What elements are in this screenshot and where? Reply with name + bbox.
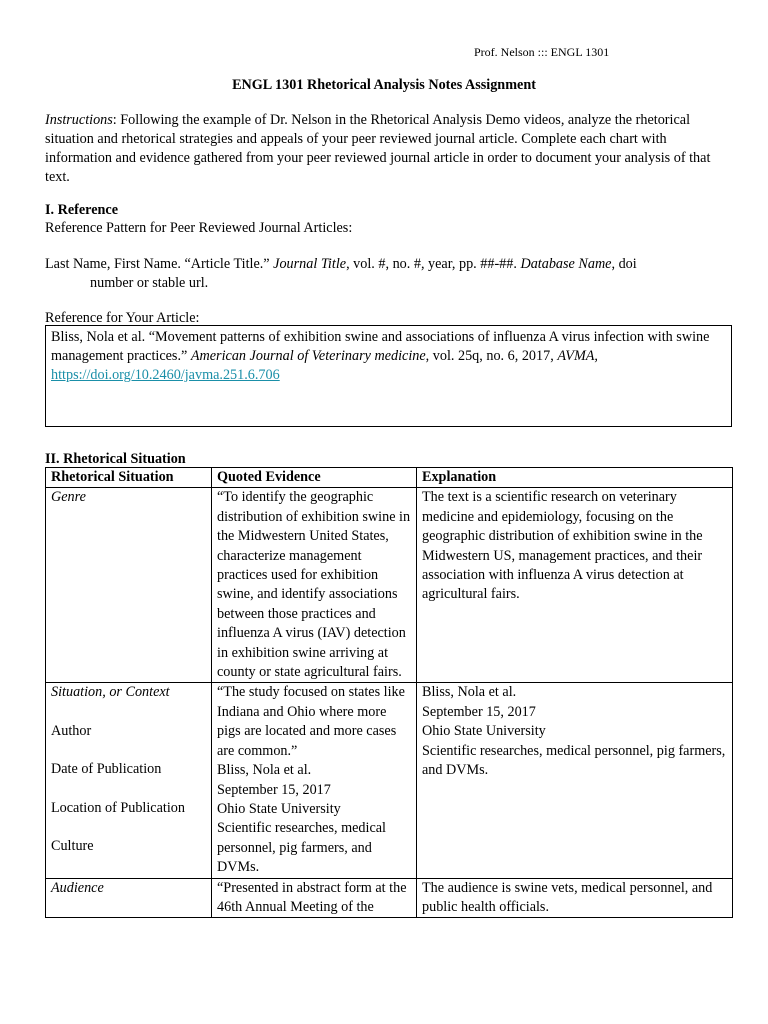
- context-explanation-cell[interactable]: [417, 683, 733, 878]
- genre-evidence-cell[interactable]: “To identify the geographic distribution of exhibition swine in the Midwestern United States, characterize management practices used for exhibition swine, and identify associations between those practices and influenza A virus (IAV) detection in exhibition swine arriving at county or state agricultural fairs.: [212, 488, 417, 683]
- table-row-context: [46, 683, 733, 878]
- pattern-doi: , doi: [611, 256, 637, 272]
- sublabel-date: Date of Publication: [51, 761, 162, 778]
- pattern-journal: Journal Title: [273, 256, 347, 272]
- column-header: Quoted Evidence: [212, 468, 417, 488]
- rhetorical-situation-table: [45, 467, 733, 918]
- table-header-row: [46, 468, 733, 488]
- your-reference-label: Reference for Your Article:: [45, 310, 200, 326]
- context-evidence-cell[interactable]: [212, 683, 417, 878]
- column-header: Explanation: [417, 468, 733, 488]
- reference-pattern-line1: [45, 255, 735, 274]
- row-label-genre: Genre: [46, 488, 212, 683]
- context-evidence-date: September 15, 2017: [217, 781, 331, 798]
- context-evidence-author: Bliss, Nola et al.: [217, 762, 312, 779]
- sublabel-location: Location of Publication: [51, 799, 185, 816]
- context-explanation-location: Ohio State University: [422, 723, 546, 740]
- reference-heading: I. Reference: [45, 202, 119, 218]
- instructions-text: : Following the example of Dr. Nelson in the Rhetorical Analysis Demo videos, analyze the rhetorical situation and rhetorical strategies and appeals of your peer reviewed journal article. Complete each chart with information and evidence gathered from your peer reviewed journal article in order to document your analysis of that text.: [45, 112, 711, 185]
- audience-evidence-cell[interactable]: “Presented in abstract form at the 46th Annual Meeting of the: [212, 878, 417, 918]
- table-row-genre: [46, 488, 733, 683]
- context-explanation-date: September 15, 2017: [422, 703, 536, 720]
- course-header: Prof. Nelson ::: ENGL 1301: [474, 45, 610, 59]
- context-evidence-location: Ohio State University: [217, 800, 341, 817]
- audience-explanation-cell[interactable]: The audience is swine vets, medical personnel, and public health officials.: [417, 878, 733, 918]
- reference-database: AVMA,: [557, 348, 598, 364]
- table-row-audience: [46, 878, 733, 918]
- sublabel-author: Author: [51, 722, 92, 739]
- sublabel-culture: Culture: [51, 838, 94, 855]
- pattern-author-title: Last Name, First Name. “Article Title.”: [45, 256, 274, 272]
- instructions-lead: Instructions: [45, 112, 113, 128]
- reference-author-title: Bliss, Nola et al. “Movement patterns of exhibition swine and associations of influenza A virus infection with swine management practices.”: [51, 329, 710, 364]
- context-evidence-quote: “The study focused on states like Indiana and Ohio where more pigs are located and more cases are common.”: [217, 684, 405, 759]
- reference-doi-link[interactable]: https://doi.org/10.2460/javma.251.6.706: [51, 367, 280, 383]
- reference-pattern-line2: number or stable url.: [90, 275, 209, 291]
- context-evidence-culture: Scientific researches, medical personnel, pig farmers, and DVMs.: [217, 820, 386, 876]
- pattern-database: Database Name: [520, 256, 612, 272]
- genre-explanation-cell[interactable]: The text is a scientific research on veterinary medicine and epidemiology, focusing on the geographic distribution of exhibition swine in the Midwestern US, management practices, and their association with influenza A virus detection at agricultural fairs.: [417, 488, 733, 683]
- reference-pattern: [45, 255, 735, 293]
- row-label-audience: Audience: [46, 878, 212, 918]
- reference-volume: , vol. 25q, no. 6, 2017,: [425, 348, 558, 364]
- rhetorical-situation-heading: II. Rhetorical Situation: [45, 451, 186, 467]
- reference-journal: American Journal of Veterinary medicine: [190, 348, 426, 364]
- instructions-paragraph: [45, 111, 735, 187]
- context-explanation-culture: Scientific researches, medical personnel, pig farmers, and DVMs.: [422, 742, 726, 779]
- column-header: Rhetorical Situation: [46, 468, 212, 488]
- page-title: ENGL 1301 Rhetorical Analysis Notes Assignment: [232, 77, 536, 93]
- context-label-cell: [46, 683, 212, 878]
- context-explanation-author: Bliss, Nola et al.: [422, 684, 517, 701]
- your-reference-box[interactable]: [45, 325, 732, 427]
- row-label-context: Situation, or Context: [51, 684, 170, 701]
- pattern-volume: , vol. #, no. #, year, pp. ##-##.: [346, 256, 521, 272]
- reference-pattern-label: Reference Pattern for Peer Reviewed Journal Articles:: [45, 220, 353, 236]
